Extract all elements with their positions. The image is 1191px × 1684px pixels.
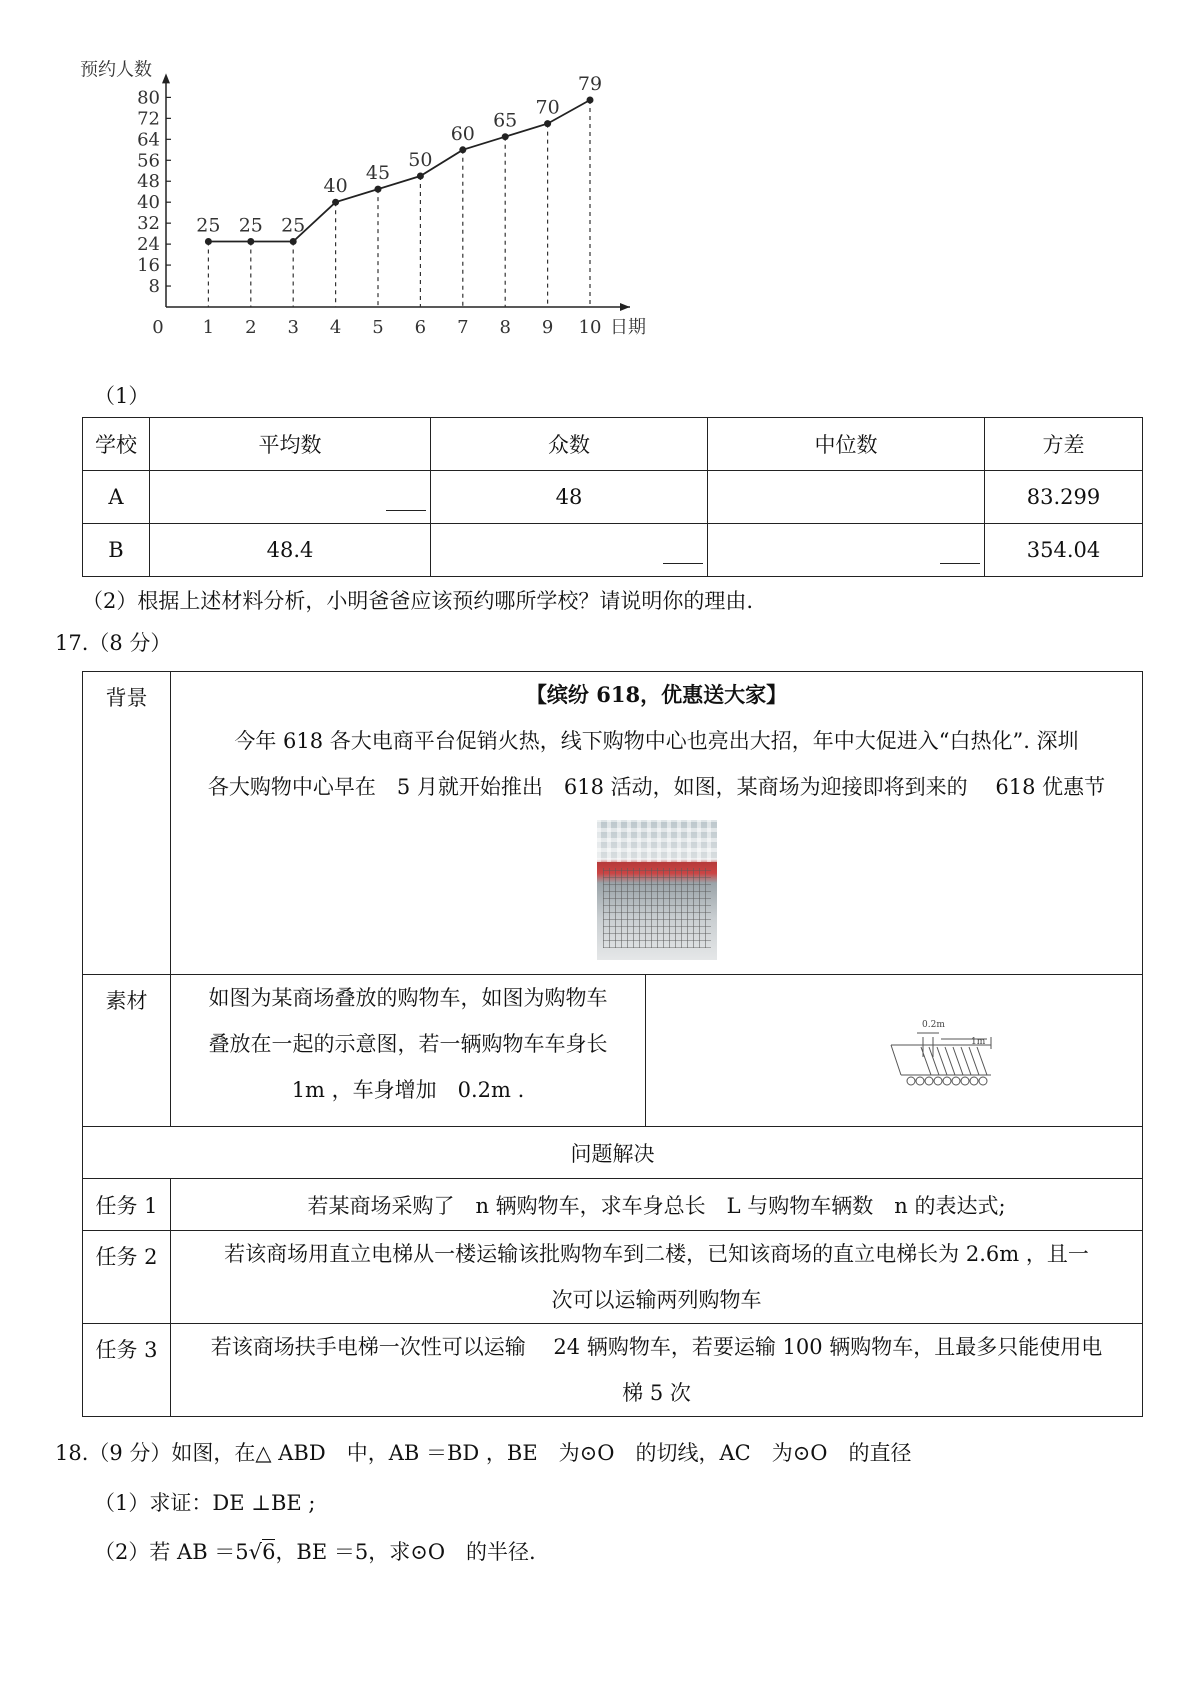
table-row — [83, 471, 1143, 524]
material-line: 如图为某商场叠放的购物车，如图为购物车 — [208, 986, 608, 1010]
x-tick-label: 4 — [329, 317, 342, 338]
shopping-carts-photo — [597, 820, 717, 960]
answer-blank — [663, 563, 703, 564]
data-point — [332, 199, 339, 206]
task3-cell — [171, 1324, 1143, 1417]
material-line: 叠放在一起的示意图，若一辆购物车车身长 — [208, 1032, 608, 1056]
task1-text: 若某商场采购了 n 辆购物车，求车身总长 L 与购物车辆数 n 的表达式; — [171, 1179, 1143, 1231]
material-row — [83, 975, 1143, 1127]
data-point — [544, 120, 551, 127]
cell-median-blank — [708, 524, 985, 577]
data-label: 79 — [577, 73, 603, 96]
material-line: 1m ，车身增加 0.2m . — [291, 1078, 525, 1102]
solve-header-row — [83, 1127, 1143, 1179]
y-tick-label: 32 — [137, 213, 160, 235]
chart-svg — [70, 55, 710, 375]
diagram-label-1m: 1m — [971, 1037, 986, 1047]
x-axis-title: 日期 — [610, 317, 646, 338]
task3-line: 若该商场扶手电梯一次性可以运输 24 辆购物车，若要运输 100 辆购物车，且最多只能使用电 — [210, 1335, 1103, 1359]
answer-blank — [386, 510, 426, 511]
q16-part2: （2）根据上述材料分析，小明爸爸应该预约哪所学校？请说明你的理由. — [82, 589, 754, 613]
q18-part2-suffix: ，BE ＝5，求⊙O 的半径. — [275, 1540, 536, 1564]
x-axis-arrow — [620, 303, 630, 311]
task2-line: 若该商场用直立电梯从一楼运输该批购物车到二楼，已知该商场的直立电梯长为 2.6m ，且一 — [224, 1242, 1089, 1266]
background-label: 背景 — [83, 672, 171, 975]
task3-row — [83, 1324, 1143, 1417]
header-mode: 众数 — [431, 418, 708, 471]
material-diagram-cell — [646, 975, 1143, 1127]
cell-mean-blank — [150, 471, 431, 524]
y-tick-label: 8 — [148, 276, 160, 298]
data-point — [290, 238, 297, 245]
background-line: 各大购物中心早在 5 月就开始推出 618 活动，如图，某商场为迎接即将到来的 618 优惠节 — [207, 775, 1106, 799]
material-text-cell — [171, 975, 646, 1127]
data-label: 65 — [493, 109, 518, 132]
q18-part1: （1）求证：DE ⊥BE ; — [94, 1491, 316, 1515]
cell-mode-blank — [431, 524, 708, 577]
solve-label: 问题解决 — [83, 1127, 1143, 1179]
line-chart — [70, 55, 710, 375]
y-tick-label: 48 — [137, 171, 160, 193]
data-point — [205, 238, 212, 245]
answer-blank — [940, 563, 980, 564]
y-tick-label: 56 — [137, 150, 160, 172]
background-line: 今年 618 各大电商平台促销火热，线下购物中心也亮出大招，年中大促进入“白热化”. 深圳 — [234, 729, 1079, 753]
data-point — [459, 146, 466, 153]
y-axis-arrow — [162, 73, 170, 83]
cell-mode: 48 — [431, 471, 708, 524]
cart-stack-diagram — [646, 975, 1143, 1121]
header-mean: 平均数 — [150, 418, 431, 471]
data-label: 40 — [323, 175, 348, 198]
q18-part2 — [94, 1536, 536, 1566]
x-tick-label: 8 — [499, 317, 511, 338]
task3-label: 任务 3 — [83, 1324, 171, 1417]
table-header-row — [83, 418, 1143, 471]
table-row — [83, 524, 1143, 577]
background-cell — [171, 672, 1143, 975]
x-tick-label: 1 — [202, 317, 215, 338]
x-tick-label: 10 — [578, 317, 602, 338]
data-point — [375, 186, 382, 193]
y-tick-label: 64 — [137, 129, 160, 151]
data-point — [502, 133, 509, 140]
task1-row — [83, 1179, 1143, 1231]
cell-variance: 83.299 — [985, 471, 1143, 524]
task2-label: 任务 2 — [83, 1231, 171, 1324]
sqrt-radicand: 6 — [262, 1540, 276, 1564]
background-row — [83, 672, 1143, 975]
series-line — [208, 100, 590, 241]
background-title: 【缤纷 618，优惠送大家】 — [525, 682, 788, 707]
x-tick-label: 2 — [245, 317, 257, 338]
q18-heading: 18.（9 分）如图，在△ ABD 中，AB ＝BD ，BE 为⊙O 的切线，AC 为⊙O 的直径 — [55, 1441, 912, 1465]
data-point — [417, 173, 424, 180]
task2-cell — [171, 1231, 1143, 1324]
y-tick-label: 16 — [137, 255, 160, 277]
q18-part2-prefix: （2）若 AB ＝5 — [94, 1540, 249, 1564]
y-tick-label: 80 — [137, 87, 160, 109]
data-label: 25 — [281, 214, 306, 237]
task2-line: 次可以运输两列购物车 — [551, 1288, 762, 1312]
x-tick-label: 0 — [152, 317, 164, 338]
y-tick-label: 24 — [137, 234, 160, 256]
x-tick-label: 9 — [541, 317, 554, 338]
y-tick-label: 72 — [137, 108, 160, 130]
x-tick-label: 7 — [457, 317, 469, 338]
x-tick-label: 5 — [372, 317, 384, 338]
data-label: 50 — [408, 149, 433, 171]
data-label: 70 — [535, 96, 560, 119]
q17-heading: 17.（8 分） — [55, 631, 172, 655]
header-variance: 方差 — [985, 418, 1143, 471]
cell-mean: 48.4 — [150, 524, 431, 577]
task2-row — [83, 1231, 1143, 1324]
task1-label: 任务 1 — [83, 1179, 171, 1231]
statistics-table — [82, 417, 1143, 577]
y-tick-label: 40 — [137, 192, 160, 214]
data-label: 25 — [238, 214, 263, 237]
cell-school: A — [83, 471, 150, 524]
x-tick-label: 3 — [287, 317, 299, 338]
data-label: 45 — [365, 162, 391, 185]
data-label: 60 — [450, 122, 475, 145]
diagram-label-0-2m: 0.2m — [922, 1020, 945, 1030]
y-axis-title: 预约人数 — [80, 59, 152, 81]
cell-median — [708, 471, 985, 524]
sqrt-symbol: √ — [248, 1540, 263, 1564]
header-median: 中位数 — [708, 418, 985, 471]
cell-variance: 354.04 — [985, 524, 1143, 577]
data-point — [587, 97, 594, 104]
task3-line: 梯 5 次 — [622, 1381, 691, 1405]
header-school: 学校 — [83, 418, 150, 471]
data-point — [247, 238, 254, 245]
x-tick-label: 6 — [414, 317, 427, 338]
problem-table — [82, 671, 1143, 1417]
cell-school: B — [83, 524, 150, 577]
q16-part1-label: （1） — [94, 384, 150, 408]
material-label: 素材 — [83, 975, 171, 1127]
data-label: 25 — [196, 214, 221, 237]
